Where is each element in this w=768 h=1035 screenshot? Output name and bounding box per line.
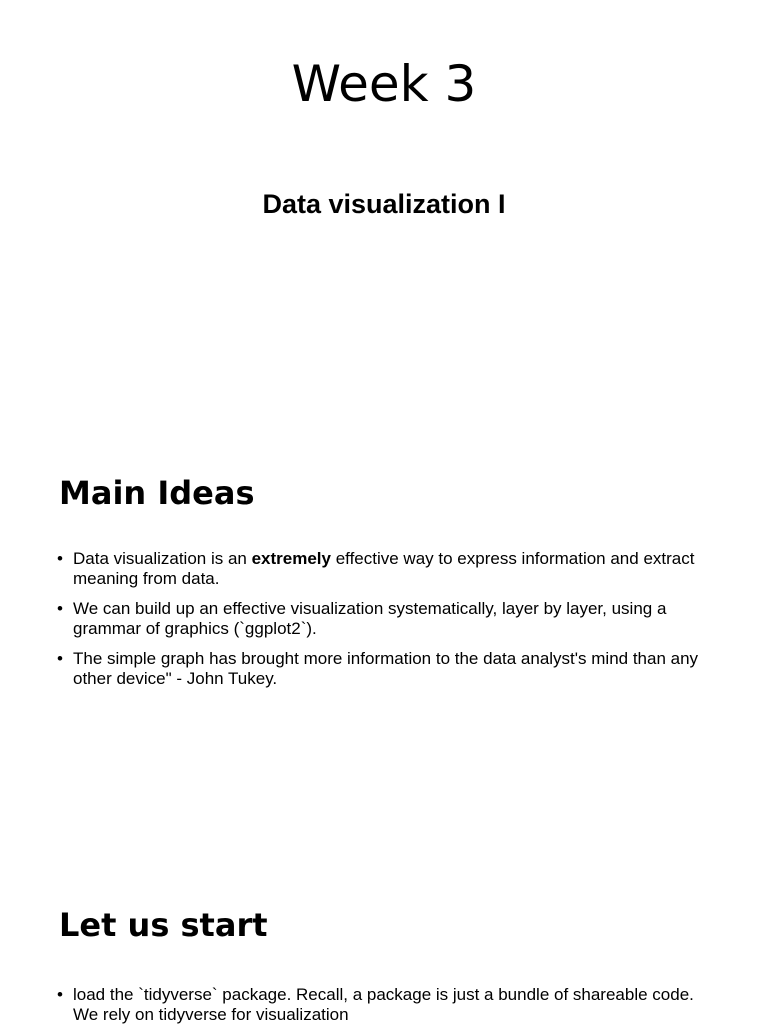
list-item — [56, 599, 716, 639]
bullet-marker: • — [57, 549, 63, 568]
bullet-text: Data visualization is an — [73, 549, 252, 568]
bullet-marker: • — [57, 649, 63, 668]
list-item — [56, 985, 716, 1025]
bullet-marker: • — [57, 599, 63, 618]
page-title: Week 3 — [291, 55, 477, 113]
bullet-text: The simple graph has brought more information to the data analyst's mind than any other device" - John Tukey. — [73, 649, 699, 688]
list-item — [56, 549, 716, 589]
let-us-start-heading: Let us start — [59, 906, 268, 944]
bullet-marker: • — [57, 985, 63, 1004]
page-subtitle: Data visualization I — [262, 189, 506, 219]
list-item — [56, 649, 716, 689]
bullet-emphasis: extremely — [251, 549, 331, 568]
bullet-text: We can build up an effective visualization systematically, layer by layer, using a grammar of graphics (`ggplot2`). — [73, 599, 667, 638]
bullet-text: effective way to express information and extract meaning from data. — [73, 549, 695, 588]
let-us-start-list — [56, 985, 716, 1035]
main-ideas-list — [56, 549, 716, 699]
main-ideas-heading: Main Ideas — [59, 474, 255, 512]
bullet-text: load the `tidyverse` package. Recall, a package is just a bundle of shareable code. We rely on tidyverse for visualization — [73, 985, 694, 1024]
